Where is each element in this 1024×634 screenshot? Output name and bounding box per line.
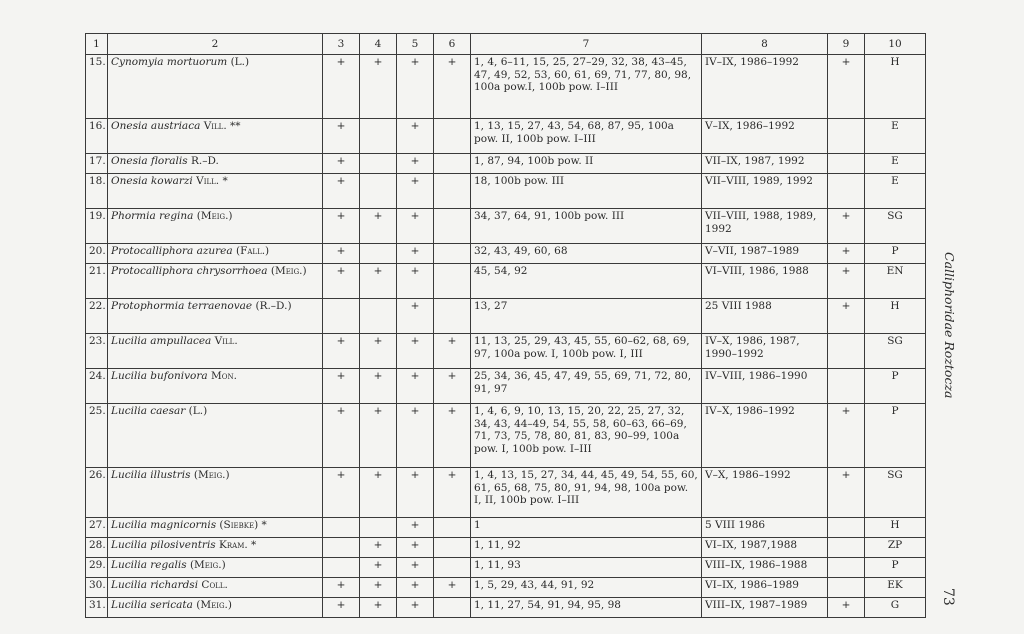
species-author: R.–D. xyxy=(190,155,219,167)
zoogeographic-element-cell: P xyxy=(865,558,926,578)
table-row xyxy=(86,174,926,209)
presence-cell-3: + xyxy=(323,55,360,119)
species-name: Onesia floralis xyxy=(111,155,188,167)
presence-cell-3: + xyxy=(323,369,360,404)
presence-cell-4: + xyxy=(360,404,397,468)
collection-period-cell: 25 VIII 1988 xyxy=(702,299,828,334)
zoogeographic-element-cell: ZP xyxy=(865,538,926,558)
species-name: Onesia kowarzi xyxy=(111,175,193,187)
table-body xyxy=(86,55,926,618)
species-name: Lucilia richardsi xyxy=(111,579,199,591)
presence-cell-3 xyxy=(323,558,360,578)
presence-cell-9: + xyxy=(828,299,865,334)
site-references-cell: 32, 43, 49, 60, 68 xyxy=(471,244,702,264)
site-references-cell: 25, 34, 36, 45, 47, 49, 55, 69, 71, 72, 80, 91, 97 xyxy=(471,369,702,404)
header-cell: 9 xyxy=(828,34,865,55)
presence-cell-6 xyxy=(434,119,471,154)
presence-cell-4: + xyxy=(360,264,397,299)
species-name-cell xyxy=(108,558,323,578)
species-name-cell xyxy=(108,369,323,404)
species-name: Protocalliphora chrysorrhoea xyxy=(111,265,268,277)
row-number-cell: 20. xyxy=(86,244,108,264)
species-name-cell xyxy=(108,598,323,618)
site-references-cell: 1, 4, 6–11, 15, 25, 27–29, 32, 38, 43–45, 47, 49, 52, 53, 60, 61, 69, 71, 77, 80, 98, 100a pow.I, 100b pow. I–III xyxy=(471,55,702,119)
presence-cell-5: + xyxy=(397,369,434,404)
presence-cell-6 xyxy=(434,154,471,174)
presence-cell-4: + xyxy=(360,334,397,369)
presence-cell-4 xyxy=(360,299,397,334)
presence-cell-6 xyxy=(434,538,471,558)
species-name-cell xyxy=(108,119,323,154)
page-number: 73 xyxy=(940,588,956,606)
header-cell: 8 xyxy=(702,34,828,55)
table-row xyxy=(86,538,926,558)
header-cell: 1 xyxy=(86,34,108,55)
table-row xyxy=(86,518,926,538)
table-row xyxy=(86,264,926,299)
row-number-cell: 31. xyxy=(86,598,108,618)
presence-cell-5: + xyxy=(397,404,434,468)
site-references-cell: 1, 4, 13, 15, 27, 34, 44, 45, 49, 54, 55, 60, 61, 65, 68, 75, 80, 91, 94, 98, 100a pow. I, II, 100b pow. I–III xyxy=(471,468,702,518)
presence-cell-3: + xyxy=(323,209,360,244)
presence-cell-4: + xyxy=(360,55,397,119)
presence-cell-3: + xyxy=(323,334,360,369)
presence-cell-9: + xyxy=(828,55,865,119)
table-row xyxy=(86,244,926,264)
header-cell: 2 xyxy=(108,34,323,55)
header-cell: 10 xyxy=(865,34,926,55)
species-name: Lucilia caesar xyxy=(111,405,186,417)
presence-cell-4: + xyxy=(360,468,397,518)
presence-cell-4 xyxy=(360,154,397,174)
presence-cell-3 xyxy=(323,518,360,538)
collection-period-cell: IV–VIII, 1986–1990 xyxy=(702,369,828,404)
presence-cell-5: + xyxy=(397,264,434,299)
presence-cell-6 xyxy=(434,174,471,209)
site-references-cell: 11, 13, 25, 29, 43, 45, 55, 60–62, 68, 69, 97, 100a pow. I, 100b pow. I, III xyxy=(471,334,702,369)
collection-period-cell: VI–IX, 1986–1989 xyxy=(702,578,828,598)
zoogeographic-element-cell: P xyxy=(865,369,926,404)
species-name-cell xyxy=(108,55,323,119)
running-title: Calliphoridae Roztocza xyxy=(942,252,957,399)
presence-cell-3 xyxy=(323,538,360,558)
presence-cell-9 xyxy=(828,369,865,404)
row-number-cell: 30. xyxy=(86,578,108,598)
presence-cell-9 xyxy=(828,558,865,578)
presence-cell-5: + xyxy=(397,154,434,174)
zoogeographic-element-cell: E xyxy=(865,174,926,209)
presence-cell-6: + xyxy=(434,578,471,598)
presence-cell-5: + xyxy=(397,209,434,244)
species-name-cell xyxy=(108,538,323,558)
presence-cell-4: + xyxy=(360,369,397,404)
zoogeographic-element-cell: E xyxy=(865,154,926,174)
row-number-cell: 18. xyxy=(86,174,108,209)
species-name-cell xyxy=(108,468,323,518)
presence-cell-4: + xyxy=(360,538,397,558)
species-name: Lucilia bufonivora xyxy=(111,370,208,382)
presence-cell-6: + xyxy=(434,55,471,119)
presence-cell-5: + xyxy=(397,119,434,154)
presence-cell-6 xyxy=(434,264,471,299)
presence-cell-9: + xyxy=(828,404,865,468)
presence-cell-9 xyxy=(828,538,865,558)
presence-cell-5: + xyxy=(397,55,434,119)
presence-cell-5: + xyxy=(397,578,434,598)
species-author: Vill. * xyxy=(196,175,228,187)
row-number-cell: 26. xyxy=(86,468,108,518)
presence-cell-4 xyxy=(360,119,397,154)
zoogeographic-element-cell: P xyxy=(865,244,926,264)
presence-cell-3: + xyxy=(323,154,360,174)
presence-cell-5: + xyxy=(397,244,434,264)
species-author: Kram. * xyxy=(219,539,257,551)
presence-cell-3: + xyxy=(323,598,360,618)
collection-period-cell: IV–X, 1986–1992 xyxy=(702,404,828,468)
presence-cell-4: + xyxy=(360,578,397,598)
presence-cell-3: + xyxy=(323,404,360,468)
presence-cell-6: + xyxy=(434,468,471,518)
row-number-cell: 23. xyxy=(86,334,108,369)
species-name: Lucilia ampullacea xyxy=(111,335,212,347)
zoogeographic-element-cell: EN xyxy=(865,264,926,299)
species-author: (Siebke) * xyxy=(219,519,267,531)
species-name: Lucilia sericata xyxy=(111,599,193,611)
species-author: (Meig.) xyxy=(196,210,233,222)
presence-cell-6 xyxy=(434,558,471,578)
species-name: Lucilia pilosiventris xyxy=(111,539,216,551)
species-name-cell xyxy=(108,174,323,209)
zoogeographic-element-cell: H xyxy=(865,55,926,119)
zoogeographic-element-cell: H xyxy=(865,518,926,538)
presence-cell-4 xyxy=(360,174,397,209)
site-references-cell: 34, 37, 64, 91, 100b pow. III xyxy=(471,209,702,244)
site-references-cell: 13, 27 xyxy=(471,299,702,334)
site-references-cell: 45, 54, 92 xyxy=(471,264,702,299)
presence-cell-4: + xyxy=(360,598,397,618)
species-name: Protocalliphora azurea xyxy=(111,245,233,257)
species-name: Onesia austriaca xyxy=(111,120,201,132)
presence-cell-9 xyxy=(828,154,865,174)
table-row xyxy=(86,334,926,369)
header-cell: 4 xyxy=(360,34,397,55)
presence-cell-5: + xyxy=(397,174,434,209)
row-number-cell: 25. xyxy=(86,404,108,468)
row-number-cell: 15. xyxy=(86,55,108,119)
site-references-cell: 18, 100b pow. III xyxy=(471,174,702,209)
row-number-cell: 29. xyxy=(86,558,108,578)
species-author: (Fall.) xyxy=(235,245,270,257)
table-header xyxy=(86,34,926,55)
table-row xyxy=(86,468,926,518)
presence-cell-9: + xyxy=(828,468,865,518)
presence-cell-6 xyxy=(434,299,471,334)
presence-cell-3 xyxy=(323,299,360,334)
table-row xyxy=(86,578,926,598)
collection-period-cell: VI–VIII, 1986, 1988 xyxy=(702,264,828,299)
presence-cell-5: + xyxy=(397,558,434,578)
header-cell: 5 xyxy=(397,34,434,55)
zoogeographic-element-cell: P xyxy=(865,404,926,468)
presence-cell-3: + xyxy=(323,174,360,209)
collection-period-cell: VII–VIII, 1989, 1992 xyxy=(702,174,828,209)
presence-cell-5: + xyxy=(397,598,434,618)
zoogeographic-element-cell: G xyxy=(865,598,926,618)
site-references-cell: 1, 13, 15, 27, 43, 54, 68, 87, 95, 100a pow. II, 100b pow. I–III xyxy=(471,119,702,154)
presence-cell-5: + xyxy=(397,299,434,334)
site-references-cell: 1, 11, 92 xyxy=(471,538,702,558)
row-number-cell: 27. xyxy=(86,518,108,538)
presence-cell-6: + xyxy=(434,404,471,468)
table-row xyxy=(86,55,926,119)
row-number-cell: 19. xyxy=(86,209,108,244)
collection-period-cell: V–X, 1986–1992 xyxy=(702,468,828,518)
species-table xyxy=(85,33,926,618)
species-name: Lucilia magnicornis xyxy=(111,519,217,531)
collection-period-cell: VII–IX, 1987, 1992 xyxy=(702,154,828,174)
table-row xyxy=(86,558,926,578)
presence-cell-5: + xyxy=(397,538,434,558)
site-references-cell: 1, 4, 6, 9, 10, 13, 15, 20, 22, 25, 27, 32, 34, 43, 44–49, 54, 55, 58, 60–63, 66–69, 71, 73, 75, 78, 80, 81, 83, 90–99, 100a pow. I, 100b pow. I–III xyxy=(471,404,702,468)
presence-cell-4: + xyxy=(360,558,397,578)
row-number-cell: 17. xyxy=(86,154,108,174)
header-cell: 3 xyxy=(323,34,360,55)
species-author: Vill. xyxy=(214,335,238,347)
collection-period-cell: VI–IX, 1987,1988 xyxy=(702,538,828,558)
row-number-cell: 21. xyxy=(86,264,108,299)
presence-cell-4 xyxy=(360,244,397,264)
collection-period-cell: VII–VIII, 1988, 1989, 1992 xyxy=(702,209,828,244)
site-references-cell: 1, 11, 27, 54, 91, 94, 95, 98 xyxy=(471,598,702,618)
row-number-cell: 28. xyxy=(86,538,108,558)
zoogeographic-element-cell: H xyxy=(865,299,926,334)
collection-period-cell: V–IX, 1986–1992 xyxy=(702,119,828,154)
collection-period-cell: IV–X, 1986, 1987, 1990–1992 xyxy=(702,334,828,369)
species-author: Vill. ** xyxy=(203,120,241,132)
presence-cell-9: + xyxy=(828,598,865,618)
species-name-cell xyxy=(108,299,323,334)
site-references-cell: 1, 87, 94, 100b pow. II xyxy=(471,154,702,174)
collection-period-cell: VIII–IX, 1987–1989 xyxy=(702,598,828,618)
table-row xyxy=(86,598,926,618)
table-row xyxy=(86,404,926,468)
table-row xyxy=(86,299,926,334)
presence-cell-3: + xyxy=(323,119,360,154)
presence-cell-6: + xyxy=(434,334,471,369)
presence-cell-5: + xyxy=(397,334,434,369)
species-name-cell xyxy=(108,404,323,468)
presence-cell-3: + xyxy=(323,578,360,598)
species-author: (Meig.) xyxy=(196,599,232,611)
species-name: Lucilia regalis xyxy=(111,559,187,571)
zoogeographic-element-cell: EK xyxy=(865,578,926,598)
site-references-cell: 1, 5, 29, 43, 44, 91, 92 xyxy=(471,578,702,598)
presence-cell-3: + xyxy=(323,468,360,518)
presence-cell-9: + xyxy=(828,209,865,244)
species-author: (L.) xyxy=(230,56,250,68)
collection-period-cell: VIII–IX, 1986–1988 xyxy=(702,558,828,578)
species-name-cell xyxy=(108,518,323,538)
species-name: Cynomyia mortuorum xyxy=(111,56,228,68)
header-cell: 7 xyxy=(471,34,702,55)
collection-period-cell: 5 VIII 1986 xyxy=(702,518,828,538)
zoogeographic-element-cell: E xyxy=(865,119,926,154)
presence-cell-5: + xyxy=(397,518,434,538)
species-author: Coll. xyxy=(201,579,228,591)
site-references-cell: 1 xyxy=(471,518,702,538)
site-references-cell: 1, 11, 93 xyxy=(471,558,702,578)
species-author: (Meig.) xyxy=(189,559,226,571)
presence-cell-9 xyxy=(828,119,865,154)
presence-cell-9 xyxy=(828,578,865,598)
species-author: (Meig.) xyxy=(193,469,230,481)
row-number-cell: 24. xyxy=(86,369,108,404)
header-row xyxy=(86,34,926,55)
presence-cell-5: + xyxy=(397,468,434,518)
species-author: Mon. xyxy=(210,370,237,382)
table-row xyxy=(86,119,926,154)
presence-cell-6 xyxy=(434,244,471,264)
zoogeographic-element-cell: SG xyxy=(865,334,926,369)
presence-cell-6 xyxy=(434,209,471,244)
species-name-cell xyxy=(108,209,323,244)
presence-cell-9: + xyxy=(828,244,865,264)
header-cell: 6 xyxy=(434,34,471,55)
presence-cell-9: + xyxy=(828,264,865,299)
species-name-cell xyxy=(108,264,323,299)
species-name-cell xyxy=(108,334,323,369)
species-author: (L.) xyxy=(188,405,208,417)
presence-cell-3: + xyxy=(323,264,360,299)
zoogeographic-element-cell: SG xyxy=(865,209,926,244)
presence-cell-4: + xyxy=(360,209,397,244)
row-number-cell: 16. xyxy=(86,119,108,154)
collection-period-cell: V–VII, 1987–1989 xyxy=(702,244,828,264)
presence-cell-6 xyxy=(434,598,471,618)
presence-cell-3: + xyxy=(323,244,360,264)
presence-cell-4 xyxy=(360,518,397,538)
species-author: (Meig.) xyxy=(270,265,307,277)
row-number-cell: 22. xyxy=(86,299,108,334)
presence-cell-9 xyxy=(828,174,865,209)
presence-cell-9 xyxy=(828,334,865,369)
species-name-cell xyxy=(108,154,323,174)
species-name: Lucilia illustris xyxy=(111,469,191,481)
zoogeographic-element-cell: SG xyxy=(865,468,926,518)
presence-cell-9 xyxy=(828,518,865,538)
species-name: Protophormia terraenovae xyxy=(111,300,253,312)
species-name: Phormia regina xyxy=(111,210,194,222)
table-row xyxy=(86,369,926,404)
collection-period-cell: IV–IX, 1986–1992 xyxy=(702,55,828,119)
table-row xyxy=(86,154,926,174)
species-name-cell xyxy=(108,578,323,598)
species-name-cell xyxy=(108,244,323,264)
presence-cell-6 xyxy=(434,518,471,538)
species-author: (R.–D.) xyxy=(255,300,292,312)
table-row xyxy=(86,209,926,244)
presence-cell-6: + xyxy=(434,369,471,404)
